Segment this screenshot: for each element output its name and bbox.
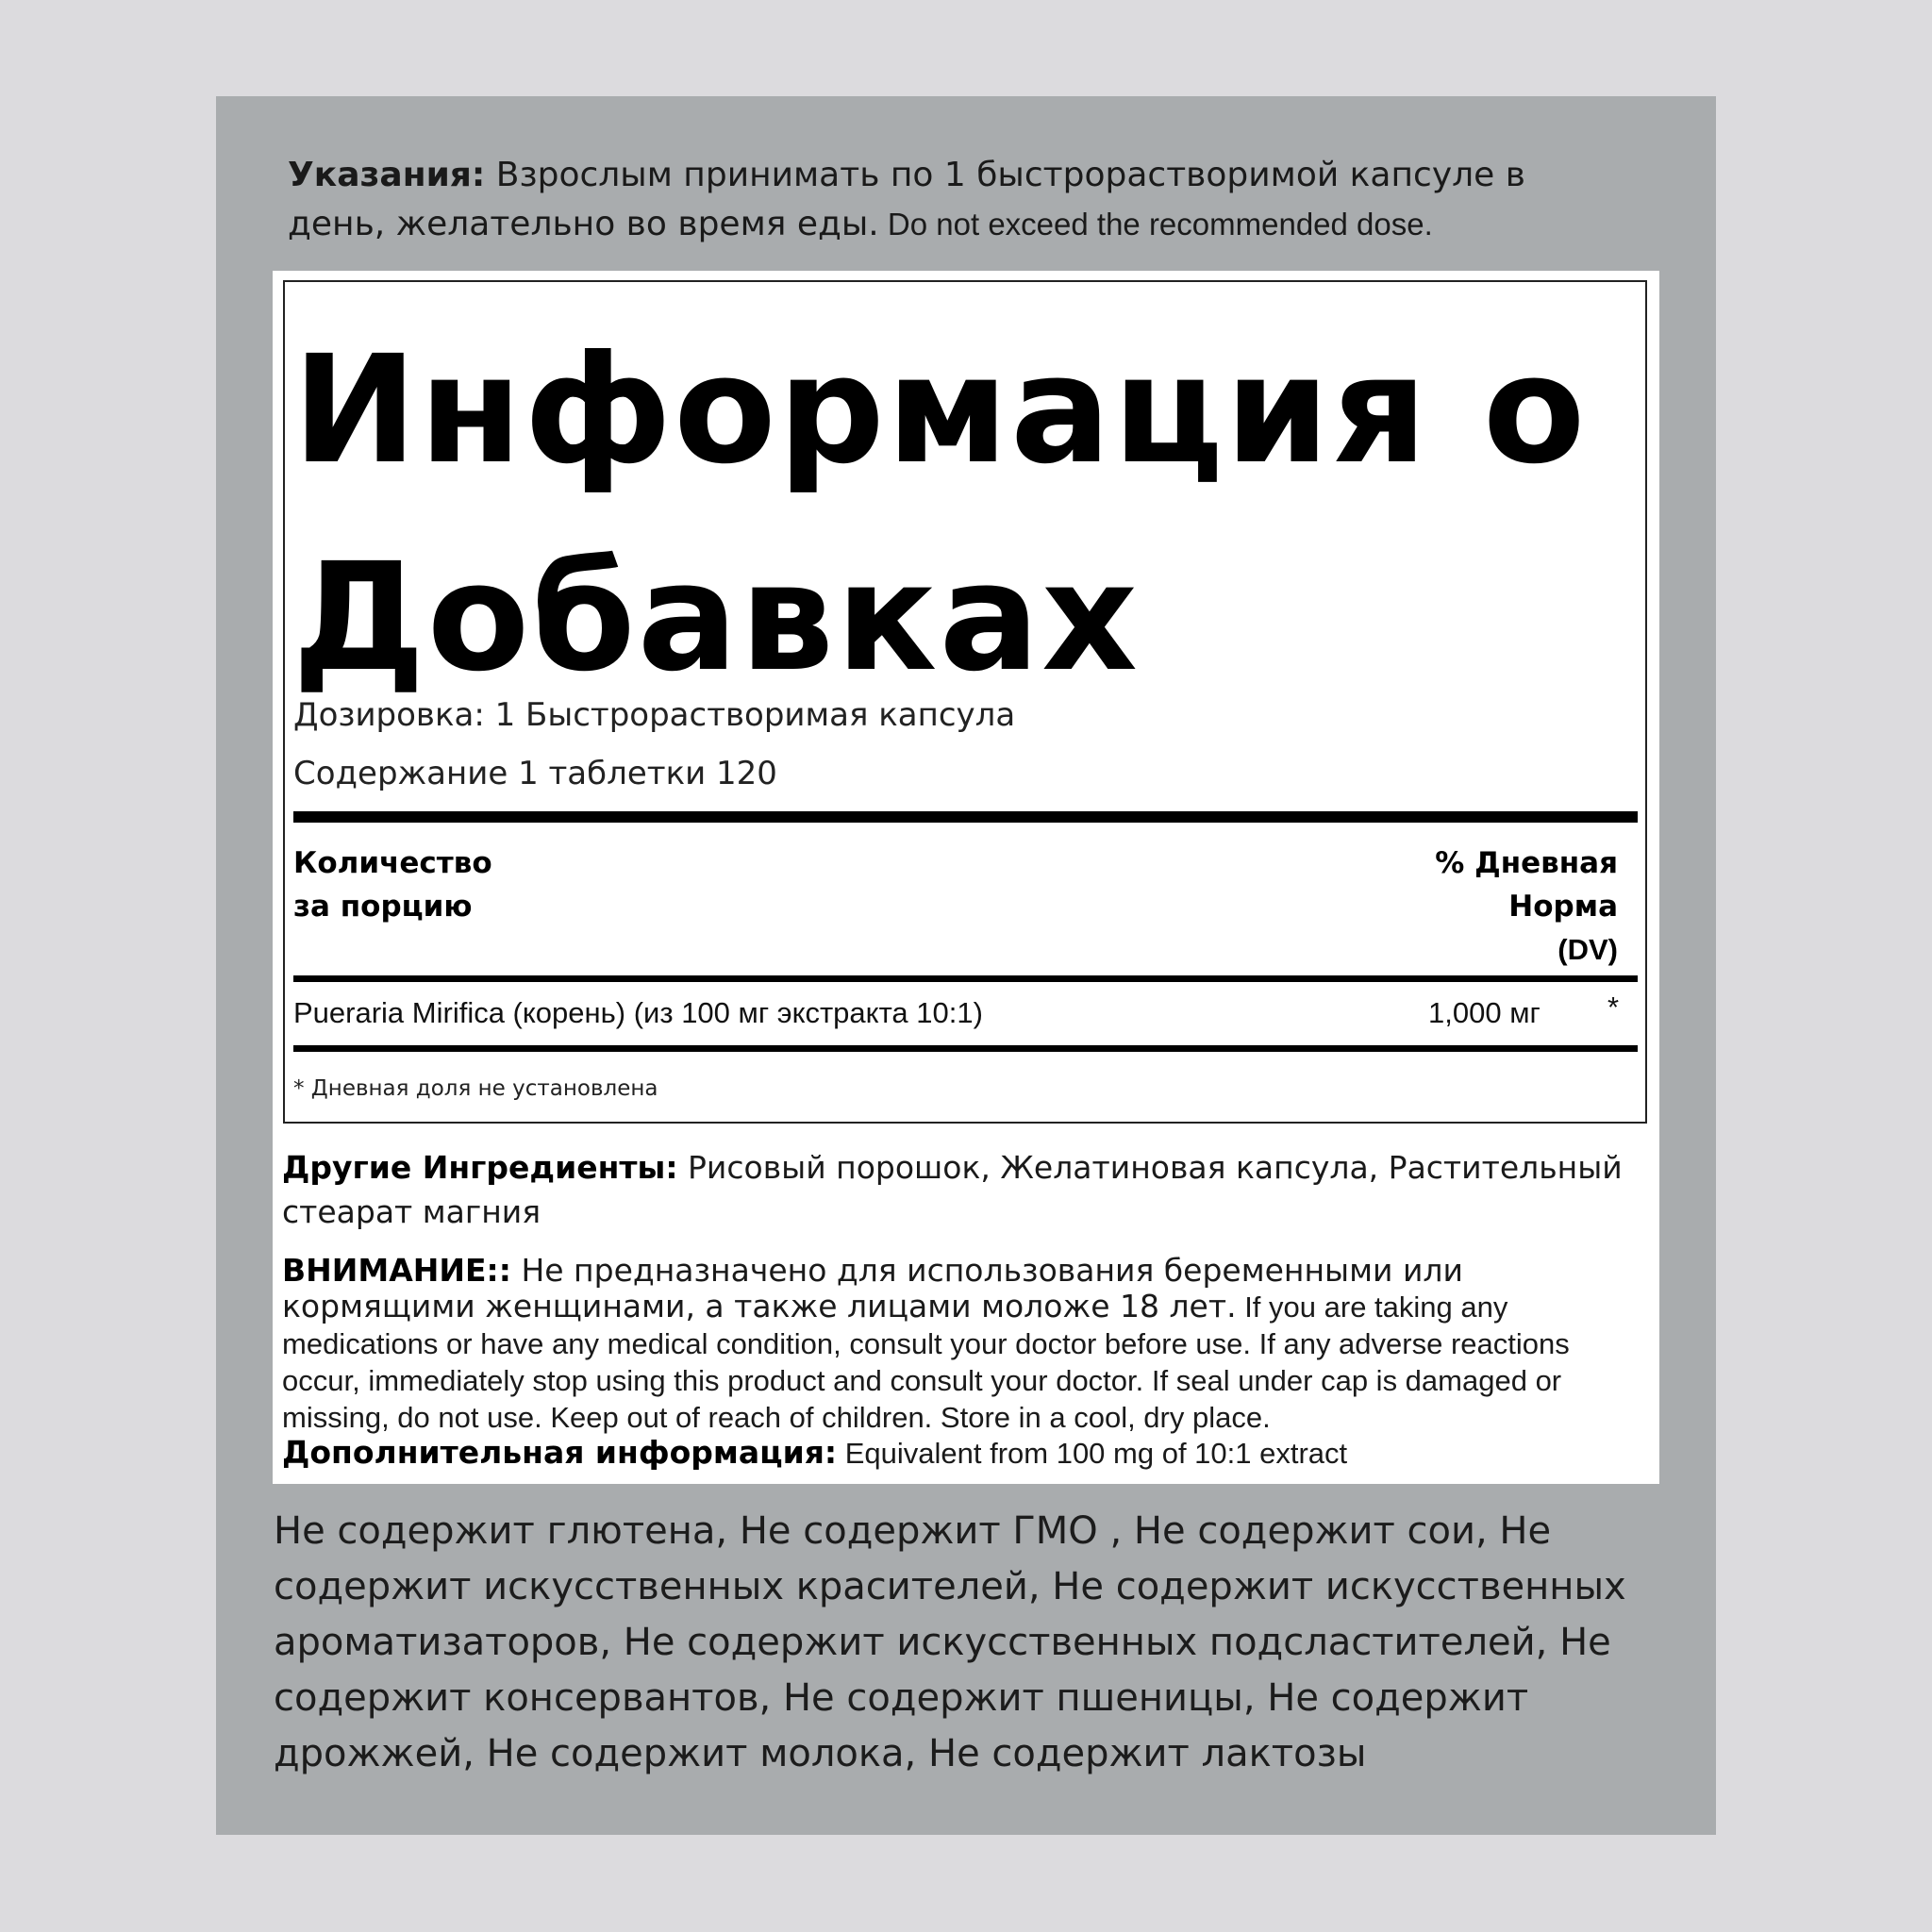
directions-text-en: Do not exceed the recommended dose. — [878, 207, 1433, 242]
medium-divider — [293, 975, 1638, 982]
facts-title — [292, 307, 1632, 722]
daily-value-header: % Дневная Норма (DV) — [1435, 846, 1618, 966]
additional-info-text: Equivalent from 100 mg of 10:1 extract — [837, 1437, 1348, 1470]
bottom-divider — [293, 1045, 1638, 1052]
warning-text-en: If you are taking any medications or have any medical condition, consult your doctor before use. If any adverse reactions occur, immediately stop using this product and consult your doctor. If seal under cap is damaged or missing, do not use. Keep out of reach of children. Store in a cool, dry place. — [282, 1291, 1570, 1434]
facts-title-line1: Информация о — [292, 324, 1588, 497]
other-ingredients-text: Рисовый порошок, Желатиновая капсула, Растительный стеарат магния — [282, 1149, 1623, 1230]
other-ingredients — [282, 1145, 1645, 1234]
warning-text-ru: Не предназначено для использования беременными или кормящими женщинами, а также лицами моложе 18 лет. — [282, 1252, 1463, 1324]
additional-info — [282, 1432, 1645, 1474]
ingredient-amount: 1,000 мг — [1428, 996, 1541, 1029]
directions-label: Указания: — [288, 156, 486, 194]
free-from-text: Не содержит глютена, Не содержит ГМО , Не содержит сои, Не содержит искусственных красителей, Не содержит искусственных ароматизаторов, Не содержит искусственных подсластителей, Не содержит консервантов, Не содержит пшеницы, Не содержит дрожжей, Не содержит молока, Не содержит лактозы — [274, 1509, 1626, 1775]
ingredient-dv: * — [1607, 991, 1620, 1024]
thick-divider — [293, 811, 1638, 823]
directions-text-ru: Взрослым принимать по 1 быстрорастворимой капсуле в день, желательно во время еды. — [288, 156, 1525, 243]
other-ingredients-label: Другие Ингредиенты: — [282, 1149, 678, 1186]
warning — [282, 1253, 1645, 1436]
warning-label: ВНИМАНИЕ:: — [282, 1252, 511, 1289]
additional-info-label: Дополнительная информация: — [282, 1434, 838, 1471]
amount-per-serving-header: Количество за порцию — [293, 846, 492, 924]
directions-text — [288, 151, 1608, 249]
dv-footnote: * Дневная доля не установлена — [293, 1076, 658, 1101]
serving-size: Дозировка: 1 Быстрорастворимая капсула — [293, 696, 1016, 734]
facts-title-line2: Добавках — [292, 531, 1140, 705]
ingredient-name: Pueraria Mirifica (корень) (из 100 мг экстракта 10:1) — [293, 996, 983, 1029]
servings-per-container: Содержание 1 таблетки 120 — [293, 755, 777, 792]
